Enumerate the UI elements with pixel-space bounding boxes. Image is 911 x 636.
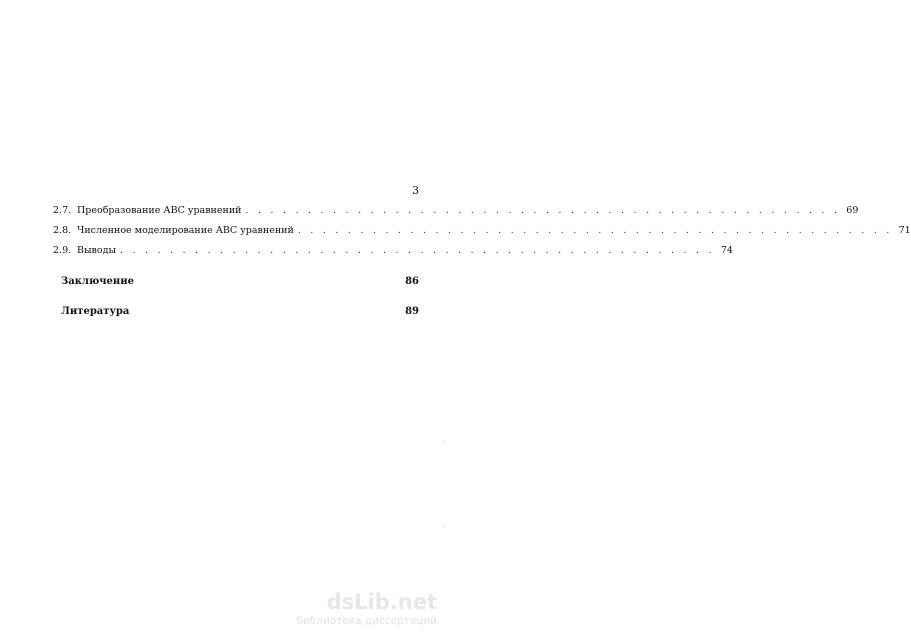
watermark-logo: dsLib.net (326, 590, 437, 614)
toc-section-2-9 (53, 245, 733, 256)
toc-section-number: 2.7. (53, 205, 72, 216)
toc-chapter-title: Заключение (61, 276, 134, 287)
toc-section-2-7 (53, 205, 859, 216)
toc-section-title: Выводы (77, 245, 117, 256)
toc-leader-dots: . . . . . . . . . . . . . . . . . . . . . . . . . . . . . . . . . . . . . . . . . . . . . . . . (297, 226, 893, 236)
watermark-subtitle: библиотека диссертаций (296, 615, 437, 627)
watermark (255, 590, 445, 630)
toc-section-2-8 (53, 225, 911, 236)
toc-section-title: Численное моделирование АВС уравнений (77, 225, 294, 236)
toc-section-page: 71 (898, 225, 911, 236)
toc-section-page: 74 (720, 245, 733, 256)
toc-section-page: 69 (846, 205, 859, 216)
toc-chapter-conclusion (61, 276, 419, 287)
toc-leader-dots: . . . . . . . . . . . . . . . . . . . . . . . . . . . . . . . . . . . . . . . . . . . . . . . . (120, 246, 715, 256)
toc-chapter-page: 89 (405, 306, 419, 317)
toc-leader-dots: . . . . . . . . . . . . . . . . . . . . . . . . . . . . . . . . . . . . . . . . . . . . . . . . (245, 206, 841, 216)
page-number: 3 (412, 184, 419, 197)
scan-speck (443, 441, 444, 442)
scan-speck (443, 526, 444, 527)
toc-section-number: 2.9. (53, 245, 72, 256)
toc-section-number: 2.8. (53, 225, 72, 236)
toc-chapter-references (61, 306, 419, 317)
toc-section-title: Преобразование АВС уравнений (77, 205, 242, 216)
toc-chapter-page: 86 (405, 276, 419, 287)
toc-chapter-title: Литература (61, 306, 130, 317)
